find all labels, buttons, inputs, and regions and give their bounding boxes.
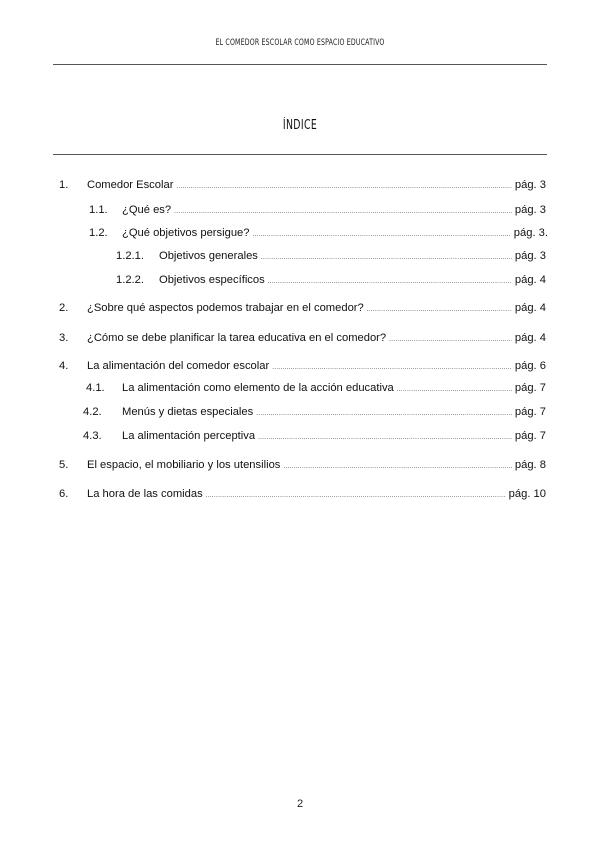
toc-entry-label: La alimentación perceptiva: [122, 430, 256, 442]
toc-entry-1-1[interactable]: [0, 202, 600, 218]
toc-entry-label: La alimentación del comedor escolar: [87, 360, 270, 372]
toc-entry-number: 1.1.: [89, 204, 108, 216]
toc-entry-number: 4.2.: [83, 406, 102, 418]
toc-entry-label: Objetivos generales: [159, 250, 258, 262]
toc-dot-leader: [367, 302, 512, 318]
toc-dot-leader: [261, 250, 512, 266]
title-divider: [53, 154, 547, 155]
toc-entry-1[interactable]: [0, 177, 600, 193]
header-divider: [53, 64, 547, 65]
toc-entry-label: ¿Sobre qué aspectos podemos trabajar en el comedor?: [87, 302, 364, 314]
toc-entry-page: pág. 7: [514, 406, 546, 418]
toc-entry-page: pág. 4: [514, 332, 546, 344]
toc-entry-label: Comedor Escolar: [87, 179, 174, 191]
toc-entry-number: 4.3.: [83, 430, 102, 442]
toc-entry-label: ¿Cómo se debe planificar la tarea educativa en el comedor?: [87, 332, 387, 344]
toc-dot-leader: [176, 179, 511, 195]
toc-entry-6[interactable]: [0, 486, 600, 502]
toc-dot-leader: [397, 382, 512, 398]
toc-entry-number: 6.: [59, 488, 69, 500]
page-number: 2: [296, 798, 304, 810]
toc-dot-leader: [253, 227, 511, 243]
toc-dot-leader: [256, 406, 512, 422]
toc-dot-leader: [268, 274, 512, 290]
running-header: EL COMEDOR ESCOLAR COMO ESPACIO EDUCATIVO: [215, 38, 385, 48]
toc-dot-leader: [258, 430, 512, 446]
toc-title: ÍNDICE: [282, 118, 318, 133]
toc-entry-page: pág. 8: [514, 459, 546, 471]
toc-entry-page: pág. 3: [514, 179, 546, 191]
toc-entry-page: pág. 3: [514, 204, 546, 216]
toc-entry-4[interactable]: [0, 358, 600, 374]
toc-entry-number: 2.: [59, 302, 69, 314]
toc-entry-page: pág. 4: [514, 302, 546, 314]
toc-entry-number: 1.2.1.: [116, 250, 144, 262]
toc-entry-label: La hora de las comidas: [87, 488, 203, 500]
toc-entry-4-1[interactable]: [0, 380, 600, 396]
toc-entry-number: 4.1.: [86, 382, 105, 394]
toc-entry-page: pág. 3.: [513, 227, 548, 239]
toc-entry-label: Objetivos específicos: [159, 274, 265, 286]
toc-entry-page: pág. 10: [508, 488, 546, 500]
toc-entry-5[interactable]: [0, 457, 600, 473]
toc-entry-1-2-2[interactable]: [0, 272, 600, 288]
toc-entry-3[interactable]: [0, 330, 600, 346]
toc-entry-label: Menús y dietas especiales: [122, 406, 254, 418]
toc-entry-1-2[interactable]: [0, 225, 600, 241]
toc-dot-leader: [174, 204, 512, 220]
toc-entry-label: ¿Qué objetivos persigue?: [122, 227, 250, 239]
toc-entry-number: 3.: [59, 332, 69, 344]
toc-entry-2[interactable]: [0, 300, 600, 316]
toc-entry-number: 1.: [59, 179, 69, 191]
toc-entry-number: 5.: [59, 459, 69, 471]
toc-entry-page: pág. 3: [514, 250, 546, 262]
toc-entry-page: pág. 7: [514, 430, 546, 442]
toc-entry-4-2[interactable]: [0, 404, 600, 420]
toc-dot-leader: [272, 360, 512, 376]
toc-entry-1-2-1[interactable]: [0, 248, 600, 264]
toc-entry-number: 1.2.: [89, 227, 108, 239]
toc-entry-page: pág. 7: [514, 382, 546, 394]
toc-entry-4-3[interactable]: [0, 428, 600, 444]
toc-entry-page: pág. 4: [514, 274, 546, 286]
toc-dot-leader: [283, 459, 512, 475]
toc-entry-number: 4.: [59, 360, 69, 372]
toc-dot-leader: [389, 332, 512, 348]
toc-entry-number: 1.2.2.: [116, 274, 144, 286]
toc-entry-label: El espacio, el mobiliario y los utensilios: [87, 459, 281, 471]
toc-entry-label: ¿Qué es?: [122, 204, 172, 216]
toc-dot-leader: [206, 488, 506, 504]
toc-entry-page: pág. 6: [514, 360, 546, 372]
toc-entry-label: La alimentación como elemento de la acción educativa: [122, 382, 394, 394]
